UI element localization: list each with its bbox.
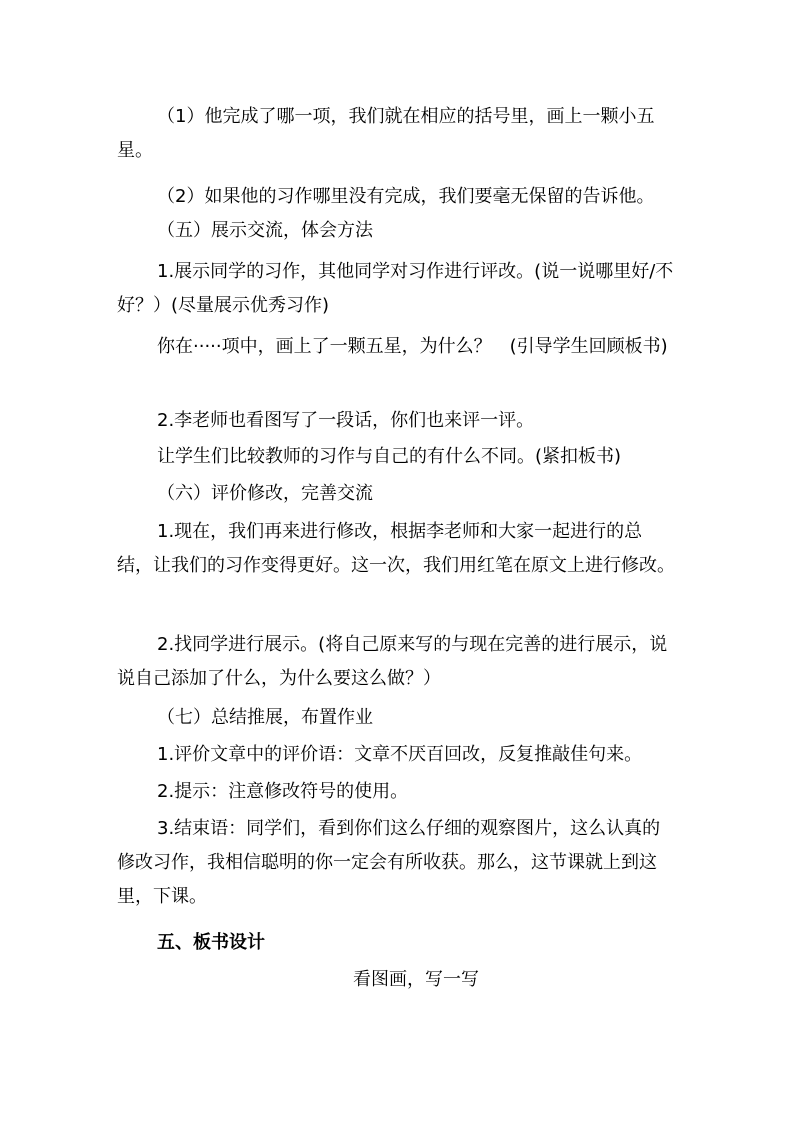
paragraph-6: 让学生们比较教师的习作与自己的有什么不同。(紧扣板书)	[157, 446, 622, 467]
paragraph-10: 2.提示：注意修改符号的使用。	[157, 781, 409, 802]
paragraph-7: 1.现在，我们再来进行修改，根据李老师和大家一起进行的总结，让我们的习作变得更好。这一次，我们用红笔在原文上进行修改。	[117, 521, 675, 576]
paragraph-8: 2.找同学进行展示。(将自己原来写的与现在完善的进行展示，说说自己添加了什么，为什么要这么做？）	[117, 634, 668, 689]
paragraph-4: 你在·····项中，画上了一颗五星，为什么？ (引导学生回顾板书)	[157, 336, 668, 357]
section-heading-5: （五）展示交流，体会方法	[157, 220, 373, 241]
section-heading-7: （七）总结推展，布置作业	[157, 707, 373, 728]
section-heading-6: （六）评价修改，完善交流	[157, 483, 373, 504]
paragraph-2: （2）如果他的习作哪里没有完成，我们要毫无保留的告诉他。	[157, 186, 655, 207]
paragraph-9: 1.评价文章中的评价语：文章不厌百回改，反复推敲佳句来。	[157, 744, 643, 765]
paragraph-1: （1）他完成了哪一项，我们就在相应的括号里，画上一颗小五星。	[117, 106, 655, 161]
paragraph-5: 2.李老师也看图写了一段话，你们也来评一评。	[157, 410, 535, 431]
paragraph-11: 3.结束语：同学们，看到你们这么仔细的观察图片，这么认真的修改习作，我相信聪明的你一定会有所收获。那么，这节课就上到这里，下课。	[117, 818, 661, 907]
section-heading-board-design: 五、板书设计	[157, 932, 265, 953]
paragraph-3: 1.展示同学的习作，其他同学对习作进行评改。(说一说哪里好/不好？）(尽量展示优秀习作)	[117, 261, 674, 316]
board-title: 看图画，写一写	[353, 969, 479, 990]
